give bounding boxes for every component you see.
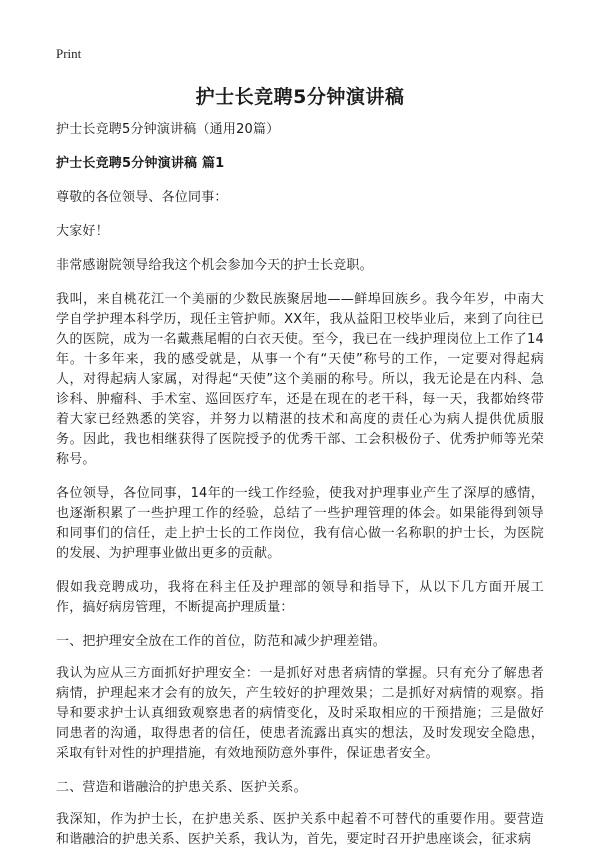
paragraph-point-one-heading: 一、把护理安全放在工作的首位，防范和减少护理差错。 [56,634,387,649]
document-body [56,120,544,864]
print-label[interactable]: Print [56,46,82,61]
paragraph-plan: 假如我竞聘成功，我将在科主任及护理部的领导和指导下，从以下几方面开展工作，搞好病房管理，不断提高护理质量： [56,580,544,615]
document-subtitle: 护士长竞聘5分钟演讲稿（通用20篇） [56,122,280,137]
section-heading: 护士长竞聘5分钟演讲稿 篇1 [56,156,225,171]
paragraph-safety: 我认为应从三方面抓好护理安全：一是抓好对患者病情的掌握。只有充分了解患者病情，护理起来才会有的放矢，产生较好的护理效果；二是抓好对病情的观察。指导和要求护士认真细致观察患者的病情变化，及时采取相应的干预措施；三是做好同患者的沟通，取得患者的信任，使患者流露出真实的想法，及时发现安全隐患，采取有针对性的护理措施，有效地预防意外事件，保证患者安全。 [56,666,544,761]
paragraph-thanks: 非常感谢院领导给我这个机会参加今天的护士长竞职。 [56,258,373,273]
paragraph-relations: 我深知，作为护士长，在护患关系、医护关系中起着不可替代的重要作用。要营造和谐融洽的护患关系、医护关系，我认为，首先，要定时召开护患座谈会，征求病 [56,812,544,847]
paragraph-experience: 各位领导，各位同事，14年的一线工作经验，使我对护理事业产生了深厚的感情，也逐渐积累了一些护理工作的经验，总结了一些护理管理的体会。如果能得到领导和同事们的信任，走上护士长的工作岗位，我有信心做一名称职的护士长，为医院的发展、为护理事业做出更多的贡献。 [56,486,544,561]
paragraph-introduction: 我叫，来自桃花江一个美丽的少数民族聚居地——鲜埠回族乡。我今年岁，中南大学自学护理本科学历，现任主管护师。XX年，我从益阳卫校毕业后，来到了向往已久的医院，成为一名戴燕尾帽的白衣天使。至今，我已在一线护理岗位上工作了14年。十多年来，我的感受就是，从事一个有“天使”称号的工作，一定要对得起病人，对得起病人家属，对得起“天使”这个美丽的称号。所以，我无论是在内科、急诊科、肿瘤科、手术室、巡回医疗车，还是在现在的老干科，每一天，我都始终带着大家已经熟悉的笑容，并努力以精湛的技术和高度的责任心为病人提供优质服务。因此，我也相继获得了医院授予的优秀干部、工会积极份子、优秀护师等光荣称号。 [56,292,544,467]
paragraph-point-two-heading: 二、营造和谐融洽的护患关系、医护关系。 [56,780,307,795]
document-title: 护士长竞聘5分钟演讲稿 [195,86,405,108]
paragraph-salutation: 尊敬的各位领导、各位同事： [56,190,228,205]
paragraph-greeting: 大家好！ [56,224,109,239]
